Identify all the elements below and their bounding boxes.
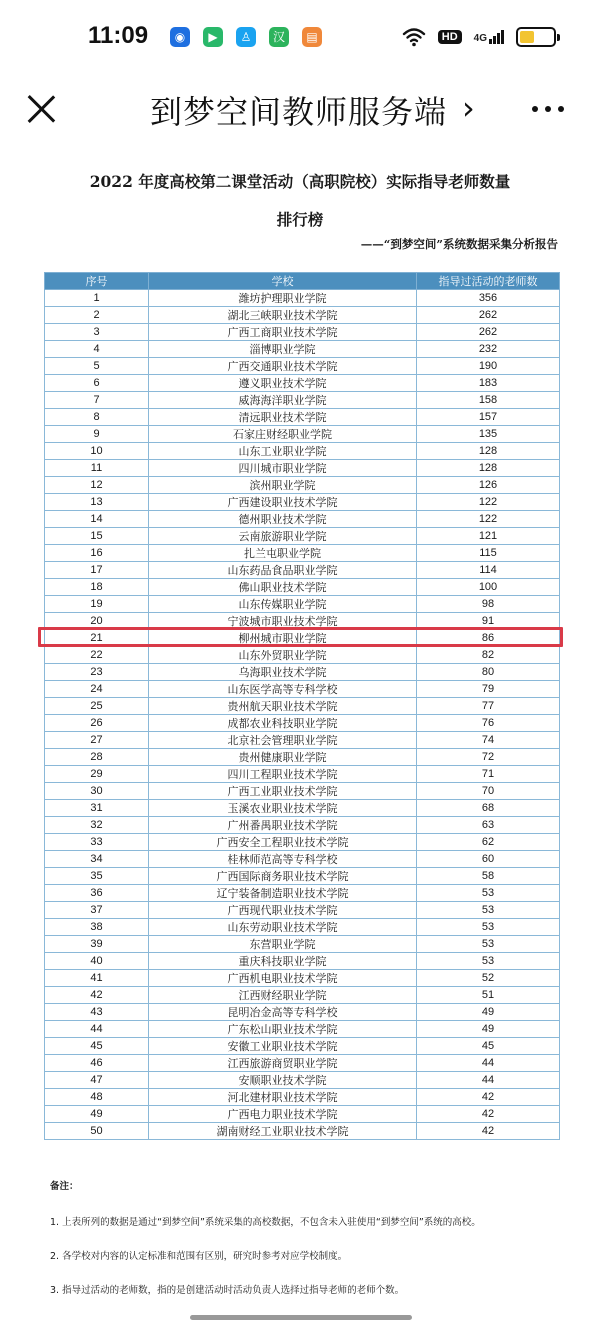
- rank-cell: 16: [45, 545, 149, 562]
- hd-badge: HD: [438, 30, 462, 44]
- teacher-count-cell: 262: [417, 324, 560, 341]
- notes-heading: 备注：: [50, 1181, 79, 1192]
- rank-cell: 48: [45, 1089, 149, 1106]
- teacher-count-cell: 128: [417, 443, 560, 460]
- school-cell: 威海海洋职业学院: [149, 392, 417, 409]
- chevron-right-icon[interactable]: ›: [462, 89, 475, 127]
- teacher-count-cell: 80: [417, 664, 560, 681]
- rank-cell: 13: [45, 494, 149, 511]
- school-cell: 柳州城市职业学院: [149, 630, 417, 647]
- teacher-count-cell: 58: [417, 868, 560, 885]
- school-cell: 广西机电职业技术学院: [149, 970, 417, 987]
- report-title: 2022 年度高校第二课堂活动（高职院校）实际指导老师数量: [89, 172, 511, 191]
- rank-cell: 45: [45, 1038, 149, 1055]
- rank-cell: 39: [45, 936, 149, 953]
- rank-cell: 9: [45, 426, 149, 443]
- school-cell: 江西财经职业学院: [149, 987, 417, 1004]
- teacher-count-cell: 76: [417, 715, 560, 732]
- teacher-count-cell: 53: [417, 919, 560, 936]
- rank-cell: 41: [45, 970, 149, 987]
- table-row: [45, 307, 560, 324]
- school-cell: 昆明冶金高等专科学校: [149, 1004, 417, 1021]
- teacher-count-cell: 356: [417, 290, 560, 307]
- table-row: [45, 953, 560, 970]
- school-cell: 北京社会管理职业学院: [149, 732, 417, 749]
- wallet-icon: ▤: [302, 27, 322, 47]
- table-row: [45, 579, 560, 596]
- table-row: [45, 324, 560, 341]
- note-item-2: 2. 各学校对内容的认定标准和范围有区别，研究时参考对应学校制度。: [50, 1251, 348, 1262]
- rank-cell: 15: [45, 528, 149, 545]
- school-cell: 清远职业技术学院: [149, 409, 417, 426]
- teacher-count-cell: 128: [417, 460, 560, 477]
- rank-cell: 11: [45, 460, 149, 477]
- rank-cell: 22: [45, 647, 149, 664]
- school-cell: 成都农业科技职业学院: [149, 715, 417, 732]
- teacher-count-cell: 53: [417, 902, 560, 919]
- teacher-count-cell: 79: [417, 681, 560, 698]
- teacher-count-cell: 68: [417, 800, 560, 817]
- report-subtitle: ——“到梦空间”系统数据采集分析报告: [360, 237, 558, 251]
- teacher-count-cell: 100: [417, 579, 560, 596]
- school-cell: 贵州航天职业技术学院: [149, 698, 417, 715]
- school-cell: 佛山职业技术学院: [149, 579, 417, 596]
- school-cell: 贵州健康职业学院: [149, 749, 417, 766]
- school-cell: 东营职业学院: [149, 936, 417, 953]
- rank-cell: 43: [45, 1004, 149, 1021]
- teacher-count-cell: 44: [417, 1055, 560, 1072]
- title-bar: [0, 70, 600, 150]
- table-row: [45, 1021, 560, 1038]
- school-cell: 湖北三峡职业技术学院: [149, 307, 417, 324]
- table-row: [45, 987, 560, 1004]
- table-row: [45, 290, 560, 307]
- table-row: [45, 783, 560, 800]
- note-item-1: 1. 上表所列的数据是通过“到梦空间”系统采集的高校数据，不包含未入驻使用“到梦空间”系统的高校。: [50, 1217, 481, 1228]
- table-row: [45, 562, 560, 579]
- rank-cell: 38: [45, 919, 149, 936]
- teacher-count-cell: 77: [417, 698, 560, 715]
- rank-cell: 42: [45, 987, 149, 1004]
- school-cell: 山东传媒职业学院: [149, 596, 417, 613]
- rank-cell: 35: [45, 868, 149, 885]
- school-cell: 安徽工业职业技术学院: [149, 1038, 417, 1055]
- table-row: [45, 1055, 560, 1072]
- teacher-count-cell: 49: [417, 1004, 560, 1021]
- teacher-count-cell: 70: [417, 783, 560, 800]
- table-row: [45, 1038, 560, 1055]
- rank-cell: 33: [45, 834, 149, 851]
- rank-cell: 26: [45, 715, 149, 732]
- school-cell: 山东医学高等专科学校: [149, 681, 417, 698]
- school-cell: 广西工商职业技术学院: [149, 324, 417, 341]
- teacher-count-cell: 60: [417, 851, 560, 868]
- teacher-count-cell: 71: [417, 766, 560, 783]
- school-cell: 宁波城市职业技术学院: [149, 613, 417, 630]
- rank-cell: 4: [45, 341, 149, 358]
- table-row: [45, 341, 560, 358]
- page-title[interactable]: 到梦空间教师服务端: [150, 93, 448, 131]
- rank-cell: 25: [45, 698, 149, 715]
- table-row: [45, 426, 560, 443]
- school-cell: 广西建设职业技术学院: [149, 494, 417, 511]
- system-icons: [402, 24, 556, 50]
- rank-cell: 21: [45, 630, 149, 647]
- school-cell: 淄博职业学院: [149, 341, 417, 358]
- table-row: [45, 936, 560, 953]
- rank-cell: 49: [45, 1106, 149, 1123]
- wifi-icon: [402, 27, 426, 47]
- rank-cell: 37: [45, 902, 149, 919]
- school-cell: 广东松山职业技术学院: [149, 1021, 417, 1038]
- teacher-count-cell: 86: [417, 630, 560, 647]
- school-cell: 山东药品食品职业学院: [149, 562, 417, 579]
- school-cell: 山东劳动职业技术学院: [149, 919, 417, 936]
- table-row: [45, 494, 560, 511]
- table-row: [45, 1072, 560, 1089]
- table-row: [45, 885, 560, 902]
- rank-cell: 2: [45, 307, 149, 324]
- school-cell: 扎兰屯职业学院: [149, 545, 417, 562]
- dictionary-icon: 汉: [269, 27, 289, 47]
- rank-cell: 1: [45, 290, 149, 307]
- school-cell: 辽宁装备制造职业技术学院: [149, 885, 417, 902]
- school-cell: 乌海职业技术学院: [149, 664, 417, 681]
- table-row: [45, 715, 560, 732]
- teacher-count-cell: 45: [417, 1038, 560, 1055]
- table-row: [45, 919, 560, 936]
- rank-cell: 17: [45, 562, 149, 579]
- teacher-count-cell: 72: [417, 749, 560, 766]
- table-row: [45, 358, 560, 375]
- school-cell: 滨州职业学院: [149, 477, 417, 494]
- rank-cell: 24: [45, 681, 149, 698]
- teacher-count-cell: 183: [417, 375, 560, 392]
- table-row: [45, 409, 560, 426]
- table-row: [45, 392, 560, 409]
- ranking-table: [44, 272, 560, 1140]
- table-row: [45, 1123, 560, 1140]
- table-row: [45, 460, 560, 477]
- close-icon[interactable]: [26, 94, 56, 124]
- table-row: [45, 443, 560, 460]
- school-cell: 玉溪农业职业技术学院: [149, 800, 417, 817]
- note-item-3: 3. 指导过活动的老师数，指的是创建活动时活动负责人选择过指导老师的老师个数。: [50, 1285, 405, 1296]
- rank-cell: 12: [45, 477, 149, 494]
- battery-icon: [516, 27, 556, 47]
- table-row: [45, 375, 560, 392]
- cellular-signal-icon: [474, 30, 504, 44]
- teacher-count-cell: 122: [417, 494, 560, 511]
- report-title-line2: 排行榜: [276, 210, 324, 229]
- rank-cell: 19: [45, 596, 149, 613]
- table-row: [45, 732, 560, 749]
- school-cell: 桂林师范高等专科学校: [149, 851, 417, 868]
- rank-cell: 28: [45, 749, 149, 766]
- more-options-icon[interactable]: [532, 106, 564, 112]
- teacher-count-cell: 82: [417, 647, 560, 664]
- rank-cell: 3: [45, 324, 149, 341]
- rank-cell: 29: [45, 766, 149, 783]
- table-row: [45, 800, 560, 817]
- column-header-rank: 序号: [45, 273, 149, 290]
- school-cell: 广西工业职业技术学院: [149, 783, 417, 800]
- status-bar: [0, 0, 600, 62]
- rank-cell: 8: [45, 409, 149, 426]
- school-cell: 石家庄财经职业学院: [149, 426, 417, 443]
- rank-cell: 31: [45, 800, 149, 817]
- table-row: [45, 596, 560, 613]
- network-type: 4G: [473, 33, 487, 44]
- teacher-count-cell: 42: [417, 1106, 560, 1123]
- column-header-school: 学校: [149, 273, 417, 290]
- table-row: [45, 698, 560, 715]
- teacher-count-cell: 98: [417, 596, 560, 613]
- table-row: [45, 834, 560, 851]
- school-cell: 安顺职业技术学院: [149, 1072, 417, 1089]
- highlight-box: [38, 627, 563, 647]
- teacher-count-cell: 42: [417, 1123, 560, 1140]
- rank-cell: 30: [45, 783, 149, 800]
- rank-cell: 18: [45, 579, 149, 596]
- school-cell: 广西国际商务职业技术学院: [149, 868, 417, 885]
- rank-cell: 7: [45, 392, 149, 409]
- school-cell: 广西电力职业技术学院: [149, 1106, 417, 1123]
- table-row: [45, 528, 560, 545]
- teacher-count-cell: 262: [417, 307, 560, 324]
- table-row: [45, 545, 560, 562]
- table-row: [45, 817, 560, 834]
- teacher-count-cell: 190: [417, 358, 560, 375]
- school-cell: 江西旅游商贸职业学院: [149, 1055, 417, 1072]
- rank-cell: 46: [45, 1055, 149, 1072]
- table-row: [45, 647, 560, 664]
- teacher-count-cell: 74: [417, 732, 560, 749]
- school-cell: 四川城市职业学院: [149, 460, 417, 477]
- teacher-count-cell: 52: [417, 970, 560, 987]
- table-row: [45, 1004, 560, 1021]
- school-cell: 河北建材职业技术学院: [149, 1089, 417, 1106]
- school-cell: 湖南财经工业职业技术学院: [149, 1123, 417, 1140]
- rank-cell: 40: [45, 953, 149, 970]
- school-cell: 德州职业技术学院: [149, 511, 417, 528]
- rank-cell: 27: [45, 732, 149, 749]
- teacher-count-cell: 121: [417, 528, 560, 545]
- rank-cell: 10: [45, 443, 149, 460]
- teacher-count-cell: 49: [417, 1021, 560, 1038]
- school-cell: 潍坊护理职业学院: [149, 290, 417, 307]
- teacher-count-cell: 158: [417, 392, 560, 409]
- teacher-count-cell: 126: [417, 477, 560, 494]
- school-cell: 广西现代职业技术学院: [149, 902, 417, 919]
- teacher-count-cell: 135: [417, 426, 560, 443]
- rank-cell: 36: [45, 885, 149, 902]
- rank-cell: 34: [45, 851, 149, 868]
- teacher-count-cell: 53: [417, 953, 560, 970]
- rank-cell: 5: [45, 358, 149, 375]
- table-row: [45, 868, 560, 885]
- table-row: [45, 477, 560, 494]
- school-cell: 重庆科技职业学院: [149, 953, 417, 970]
- table-row: [45, 970, 560, 987]
- notes-section: [50, 1178, 481, 1316]
- school-cell: 云南旅游职业学院: [149, 528, 417, 545]
- teacher-count-cell: 44: [417, 1072, 560, 1089]
- teacher-count-cell: 157: [417, 409, 560, 426]
- table-row: [45, 766, 560, 783]
- table-row: [45, 1106, 560, 1123]
- rank-cell: 20: [45, 613, 149, 630]
- school-cell: 四川工程职业技术学院: [149, 766, 417, 783]
- rank-cell: 32: [45, 817, 149, 834]
- rank-cell: 44: [45, 1021, 149, 1038]
- rank-cell: 47: [45, 1072, 149, 1089]
- table-row: [45, 511, 560, 528]
- browser-icon: ◉: [170, 27, 190, 47]
- video-icon: ▶: [203, 27, 223, 47]
- rank-cell: 50: [45, 1123, 149, 1140]
- rank-cell: 6: [45, 375, 149, 392]
- table-row: [45, 749, 560, 766]
- teacher-count-cell: 91: [417, 613, 560, 630]
- teacher-count-cell: 53: [417, 936, 560, 953]
- table-row: [45, 681, 560, 698]
- school-cell: 山东外贸职业学院: [149, 647, 417, 664]
- table-row: [45, 1089, 560, 1106]
- rank-cell: 14: [45, 511, 149, 528]
- rank-cell: 23: [45, 664, 149, 681]
- table-row: [45, 851, 560, 868]
- teacher-count-cell: 114: [417, 562, 560, 579]
- table-row: [45, 664, 560, 681]
- school-cell: 广西安全工程职业技术学院: [149, 834, 417, 851]
- school-cell: 广西交通职业技术学院: [149, 358, 417, 375]
- school-cell: 山东工业职业学院: [149, 443, 417, 460]
- status-time: 11:09: [88, 22, 149, 49]
- table-row: [45, 902, 560, 919]
- teacher-count-cell: 63: [417, 817, 560, 834]
- teacher-count-cell: 122: [417, 511, 560, 528]
- school-cell: 广州番禺职业技术学院: [149, 817, 417, 834]
- teacher-count-cell: 232: [417, 341, 560, 358]
- teacher-count-cell: 42: [417, 1089, 560, 1106]
- teacher-count-cell: 51: [417, 987, 560, 1004]
- column-header-teacher-count: 指导过活动的老师数: [417, 273, 560, 290]
- school-cell: 遵义职业技术学院: [149, 375, 417, 392]
- teacher-count-cell: 53: [417, 885, 560, 902]
- home-indicator[interactable]: [190, 1315, 412, 1320]
- teacher-count-cell: 62: [417, 834, 560, 851]
- qq-icon: ♙: [236, 27, 256, 47]
- table-header-row: [45, 273, 560, 290]
- teacher-count-cell: 115: [417, 545, 560, 562]
